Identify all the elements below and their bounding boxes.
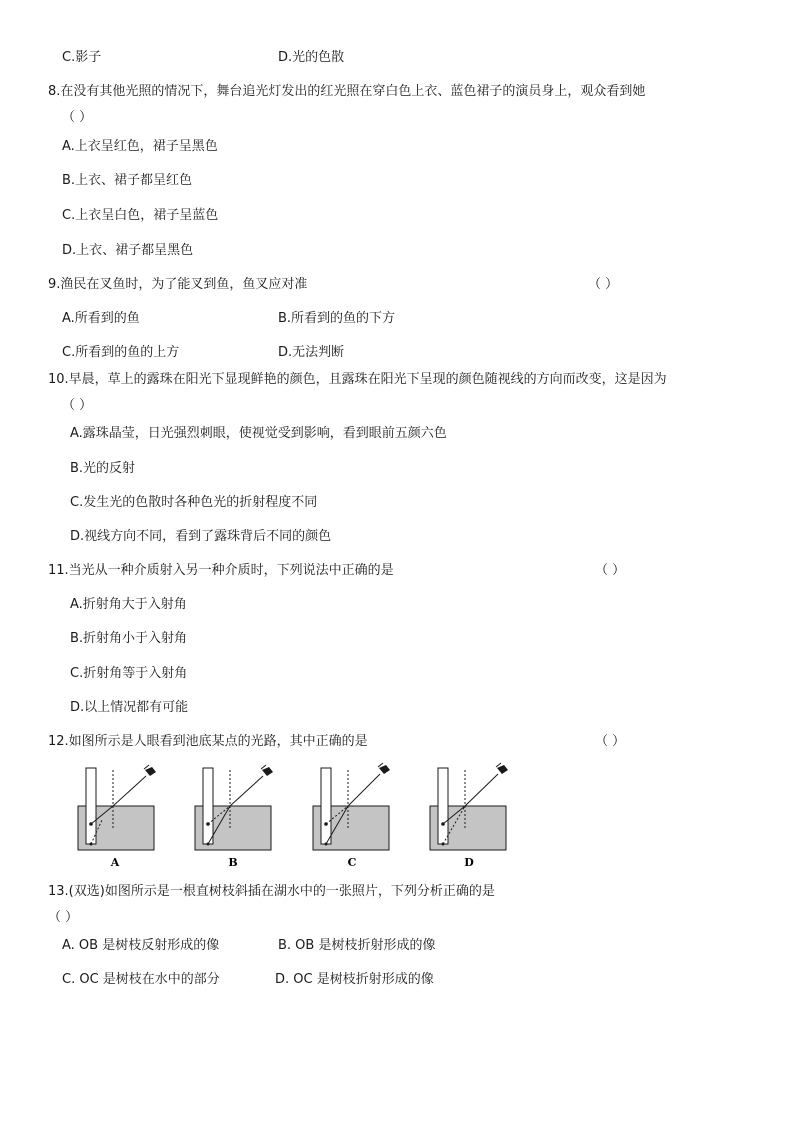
q7-option-c: C.影子 — [62, 50, 102, 65]
q12-diagram-c[interactable] — [313, 763, 390, 850]
q8-option-d: D.上衣、裙子都呈黑色 — [62, 243, 194, 258]
q12-diagram-b[interactable] — [195, 765, 273, 850]
q9-option-b: B.所看到的鱼的下方 — [278, 311, 396, 326]
q13-option-a: A. OB 是树枝反射形成的像 — [62, 938, 220, 953]
q11-option-c: C.折射角等于入射角 — [70, 666, 188, 681]
q11-option-d: D.以上情况都有可能 — [70, 700, 189, 715]
q12-diagram-d[interactable] — [430, 763, 508, 850]
q7-option-d: D.光的色散 — [278, 50, 345, 65]
q13-option-d: D. OC 是树枝折射形成的像 — [275, 972, 434, 987]
q12-label-c: C — [347, 856, 357, 869]
q12-light-path-diagrams — [70, 762, 530, 872]
q12-stem: 12.如图所示是人眼看到池底某点的光路，其中正确的是 — [48, 734, 368, 749]
q11-option-a: A.折射角大于入射角 — [70, 597, 187, 612]
q11-answer-paren: （ ） — [595, 563, 626, 578]
q10-option-c: C.发生光的色散时各种色光的折射程度不同 — [70, 495, 318, 510]
q12-label-b: B — [228, 856, 238, 869]
q11-option-b: B.折射角小于入射角 — [70, 631, 188, 646]
q11-stem: 11.当光从一种介质射入另一种介质时，下列说法中正确的是 — [48, 563, 394, 578]
q12-answer-paren: （ ） — [595, 734, 626, 749]
q12-label-a: A — [110, 856, 120, 869]
q9-option-a: A.所看到的鱼 — [62, 311, 140, 326]
q10-option-d: D.视线方向不同，看到了露珠背后不同的颜色 — [70, 529, 332, 544]
q13-option-b: B. OB 是树枝折射形成的像 — [278, 938, 436, 953]
q10-option-b: B.光的反射 — [70, 461, 136, 476]
q10-answer-paren: （ ） — [62, 398, 93, 413]
q13-option-c: C. OC 是树枝在水中的部分 — [62, 972, 220, 987]
q9-answer-paren: （ ） — [588, 277, 619, 292]
q8-option-b: B.上衣、裙子都呈红色 — [62, 173, 193, 188]
q13-answer-paren: （ ） — [48, 910, 79, 925]
q10-option-a: A.露珠晶莹，日光强烈刺眼，使视觉受到影响，看到眼前五颜六色 — [70, 426, 447, 441]
q8-option-c: C.上衣呈白色，裙子呈蓝色 — [62, 208, 219, 223]
q9-option-d: D.无法判断 — [278, 345, 345, 360]
q12-diagram-a[interactable] — [78, 765, 156, 850]
q9-option-c: C.所看到的鱼的上方 — [62, 345, 180, 360]
q13-stem: 13.(双选)如图所示是一根直树枝斜插在湖水中的一张照片，下列分析正确的是 — [48, 884, 495, 899]
q9-stem: 9.渔民在叉鱼时，为了能叉到鱼，鱼叉应对准 — [48, 277, 308, 292]
q10-stem: 10.早晨，草上的露珠在阳光下显现鲜艳的颜色，且露珠在阳光下呈现的颜色随视线的方向而改变，这是因为 — [48, 372, 667, 387]
q8-option-a: A.上衣呈红色，裙子呈黑色 — [62, 139, 218, 154]
q8-answer-paren: （ ） — [62, 110, 93, 125]
q8-stem: 8.在没有其他光照的情况下，舞台追光灯发出的红光照在穿白色上衣、蓝色裙子的演员身上，观众看到她 — [48, 84, 646, 99]
q12-label-d: D — [464, 856, 474, 869]
